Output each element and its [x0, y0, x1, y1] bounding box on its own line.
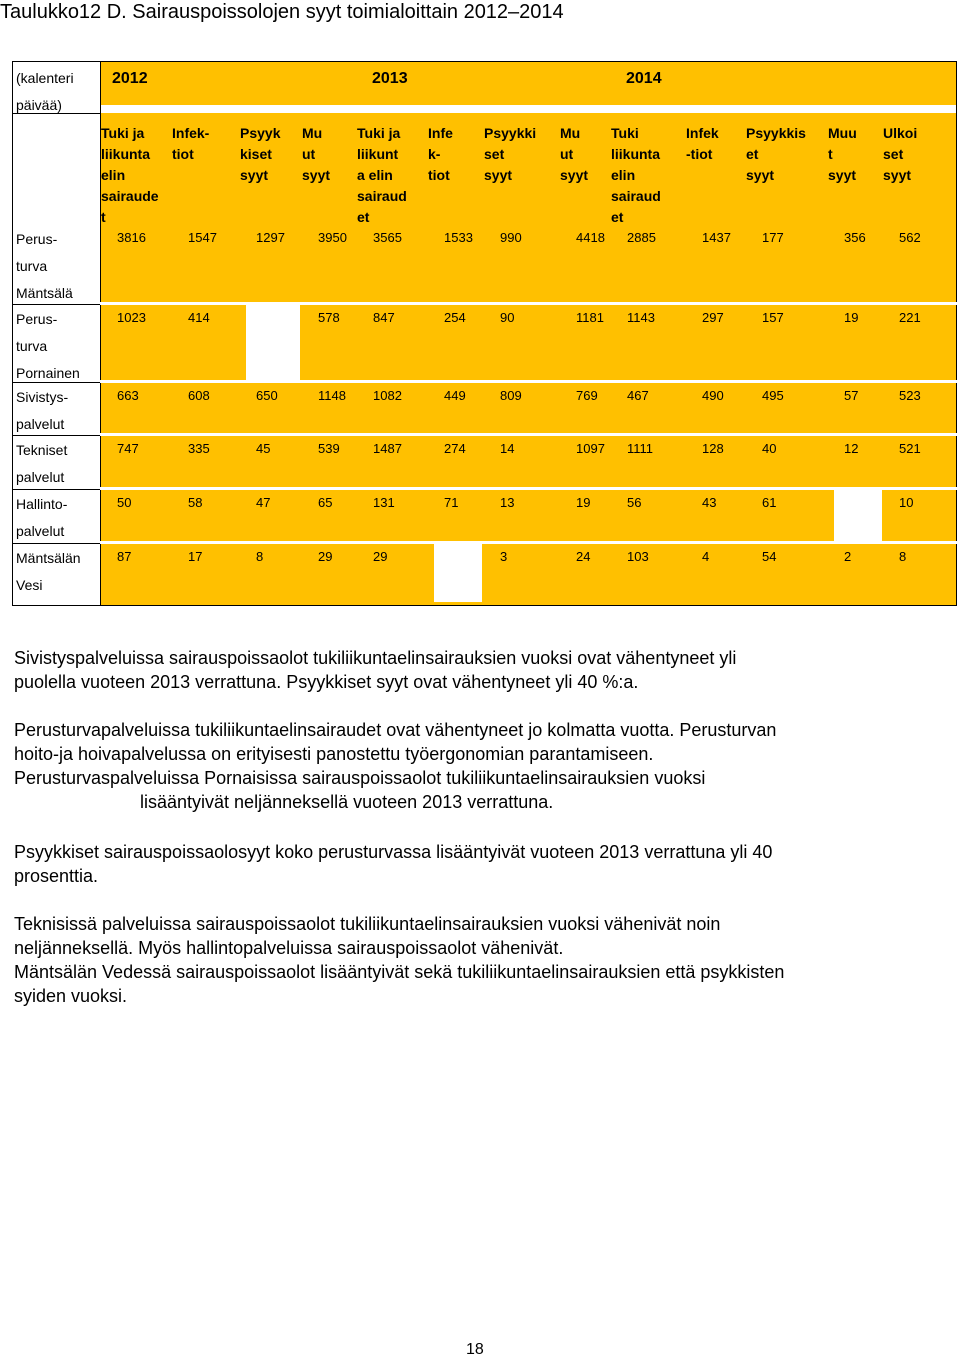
table-cell: 40: [762, 441, 777, 456]
table-cell: 521: [899, 441, 921, 456]
column-header: Infek- tiot: [172, 125, 210, 162]
paragraph-line: Sivistyspalveluissa sairauspoissaolot tukiliikuntaelinsairauksien vuoksi ovat vähentyneet yli: [14, 648, 737, 668]
row-label: palvelut: [16, 416, 65, 432]
table-cell: 523: [899, 388, 921, 403]
table-cell: 1533: [444, 230, 473, 245]
row-label: Vesi: [16, 577, 43, 593]
table-cell: 3565: [373, 230, 402, 245]
table-border-left: [12, 61, 13, 606]
table-cell: 254: [444, 310, 466, 325]
table-cell: 1023: [117, 310, 146, 325]
table-cell: 847: [373, 310, 395, 325]
empty-cell: [246, 304, 300, 382]
table-border-bottom: [12, 605, 957, 606]
table-cell: 297: [702, 310, 724, 325]
paragraph-line: neljänneksellä. Myös hallintopalveluissa sairauspoissaolot vähenivät.: [14, 938, 564, 958]
row-label: palvelut: [16, 523, 65, 539]
data-area-background: [100, 113, 957, 606]
column-header: Ulkoi set syyt: [883, 125, 918, 183]
table-cell: 65: [318, 495, 333, 510]
column-header: Psyykkis et syyt: [746, 125, 806, 183]
row-label: Pornainen: [16, 365, 80, 381]
table-cell: 578: [318, 310, 340, 325]
year-header-band: [100, 61, 957, 105]
table-cell: 43: [702, 495, 717, 510]
year-label-2013: 2013: [372, 70, 408, 87]
column-header: Infek -tiot: [686, 125, 719, 162]
empty-cell: [434, 543, 482, 602]
table-cell: 61: [762, 495, 777, 510]
table-cell: 1097: [576, 441, 605, 456]
table-cell: 54: [762, 549, 777, 564]
table-cell: 335: [188, 441, 210, 456]
table-cell: 17: [188, 549, 203, 564]
column-header: Tuki liikunta elin sairaud et: [611, 125, 661, 225]
table-cell: 56: [627, 495, 642, 510]
table-cell: 12: [844, 441, 859, 456]
table-cell: 71: [444, 495, 459, 510]
table-cell: 2885: [627, 230, 656, 245]
table-cell: 1181: [576, 310, 604, 325]
table-cell: 274: [444, 441, 466, 456]
table-cell: 663: [117, 388, 139, 403]
table-cell: 157: [762, 310, 784, 325]
table-cell: 3816: [117, 230, 146, 245]
table-cell: 45: [256, 441, 271, 456]
paragraph-line: syiden vuoksi.: [14, 986, 128, 1006]
table-cell: 990: [500, 230, 522, 245]
table-cell: 414: [188, 310, 210, 325]
paragraph-line: Psyykkiset sairauspoissaolosyyt koko perusturvassa lisääntyivät vuoteen 2013 verrattuna yli 40: [14, 842, 773, 862]
row-divider: [12, 489, 100, 490]
column-header: Infe k- tiot: [428, 125, 453, 183]
table-cell: 50: [117, 495, 132, 510]
table-cell: 539: [318, 441, 340, 456]
table-cell: 449: [444, 388, 466, 403]
table-cell: 47: [256, 495, 271, 510]
table-cell: 769: [576, 388, 598, 403]
paragraph-line: hoito-ja hoivapalvelussa on erityisesti panostettu työergonomian parantamiseen.: [14, 744, 654, 764]
table-cell: 29: [373, 549, 388, 564]
table-cell: 490: [702, 388, 724, 403]
column-header: Muu t syyt: [828, 125, 857, 183]
row-gap: [100, 487, 957, 490]
table-cell: 57: [844, 388, 859, 403]
row-gap: [100, 302, 957, 305]
table-cell: 608: [188, 388, 210, 403]
row-divider: [12, 382, 100, 383]
row-label: Sivistys-: [16, 389, 69, 405]
table-cell: 1082: [373, 388, 402, 403]
empty-cell: [834, 489, 882, 541]
row-gap: [100, 433, 957, 436]
table-cell: 103: [627, 549, 649, 564]
row-label: Tekniset: [16, 442, 68, 458]
column-header: Mu ut syyt: [302, 125, 331, 183]
table-cell: 1111: [627, 441, 654, 456]
table-cell: 356: [844, 230, 866, 245]
table-cell: 1148: [318, 388, 346, 403]
table-cell: 128: [702, 441, 724, 456]
paragraph-line: prosenttia.: [14, 866, 99, 886]
paragraph-line: lisääntyivät neljänneksellä vuoteen 2013 verrattuna.: [140, 792, 554, 812]
column-header: Psyyk kiset syyt: [240, 125, 281, 183]
table-cell: 3: [500, 549, 508, 564]
table-cell: 13: [500, 495, 515, 510]
table-cell: 1143: [627, 310, 655, 325]
page-number: 18: [466, 1341, 484, 1358]
table-cell: 131: [373, 495, 395, 510]
table-border-top: [12, 61, 957, 62]
row-label: turva: [16, 338, 48, 354]
column-header: Mu ut syyt: [560, 125, 589, 183]
table-cell: 1437: [702, 230, 731, 245]
row-label: Perus-: [16, 311, 58, 327]
corner-label: päivää): [16, 97, 62, 113]
row-gap: [100, 380, 957, 383]
paragraph-line: Mäntsälän Vedessä sairauspoissaolot lisääntyivät sekä tukiliikuntaelinsairauksien että psykkisten: [14, 962, 785, 982]
table-cell: 650: [256, 388, 278, 403]
sick-leave-table: [12, 61, 957, 606]
row-divider: [12, 543, 100, 544]
table-cell: 2: [844, 549, 852, 564]
table-cell: 90: [500, 310, 515, 325]
row-label: palvelut: [16, 469, 65, 485]
table-cell: 8: [256, 549, 264, 564]
row-label: Mäntsälä: [16, 285, 73, 301]
table-cell: 29: [318, 549, 333, 564]
row-label: Hallinto-: [16, 496, 68, 512]
column-header: Tuki ja liikunt a elin sairaud et: [357, 125, 407, 225]
table-cell: 1297: [256, 230, 285, 245]
row-divider: [12, 304, 100, 305]
year-label-2014: 2014: [626, 70, 662, 87]
table-cell: 495: [762, 388, 784, 403]
table-cell: 24: [576, 549, 591, 564]
paragraph-line: Perusturvapalveluissa tukiliikuntaelinsairaudet ovat vähentyneet jo kolmatta vuotta. Perusturvan: [14, 720, 777, 740]
table-cell: 14: [500, 441, 515, 456]
column-header: Psyykki set syyt: [484, 125, 537, 183]
table-cell: 87: [117, 549, 132, 564]
paragraph-line: puolella vuoteen 2013 verrattuna. Psyykkiset syyt ovat vähentyneet yli 40 %:a.: [14, 672, 639, 692]
paragraph-line: Perusturvaspalveluissa Pornaisissa sairauspoissaolot tukiliikuntaelinsairauksien vuoksi: [14, 768, 706, 788]
table-cell: 8: [899, 549, 907, 564]
year-label-2012: 2012: [112, 70, 148, 87]
table-cell: 58: [188, 495, 203, 510]
row-label: Perus-: [16, 231, 58, 247]
table-cell: 177: [762, 230, 784, 245]
table-cell: 19: [576, 495, 591, 510]
page-title: Taulukko12 D. Sairauspoissolojen syyt toimialoittain 2012–2014: [0, 1, 564, 23]
row-gap: [100, 541, 957, 544]
table-cell: 809: [500, 388, 522, 403]
table-cell: 4418: [576, 230, 605, 245]
table-cell: 19: [844, 310, 859, 325]
table-cell: 747: [117, 441, 139, 456]
row-label: turva: [16, 258, 48, 274]
row-divider: [12, 435, 100, 436]
table-cell: 10: [899, 495, 914, 510]
table-cell: 1547: [188, 230, 217, 245]
paragraph-line: Teknisissä palveluissa sairauspoissaolot tukiliikuntaelinsairauksien vuoksi vähenivät noin: [14, 914, 721, 934]
band-gap: [100, 105, 957, 113]
column-header: Tuki ja liikunta elin sairaude t: [101, 125, 159, 225]
corner-label: (kalenteri: [16, 70, 74, 86]
table-cell: 221: [899, 310, 921, 325]
table-cell: 562: [899, 230, 921, 245]
table-border-right: [956, 61, 957, 606]
table-cell: 1487: [373, 441, 402, 456]
table-cell: 4: [702, 549, 710, 564]
table-cell: 3950: [318, 230, 347, 245]
table-cell: 467: [627, 388, 649, 403]
row-label: Mäntsälän: [16, 550, 81, 566]
